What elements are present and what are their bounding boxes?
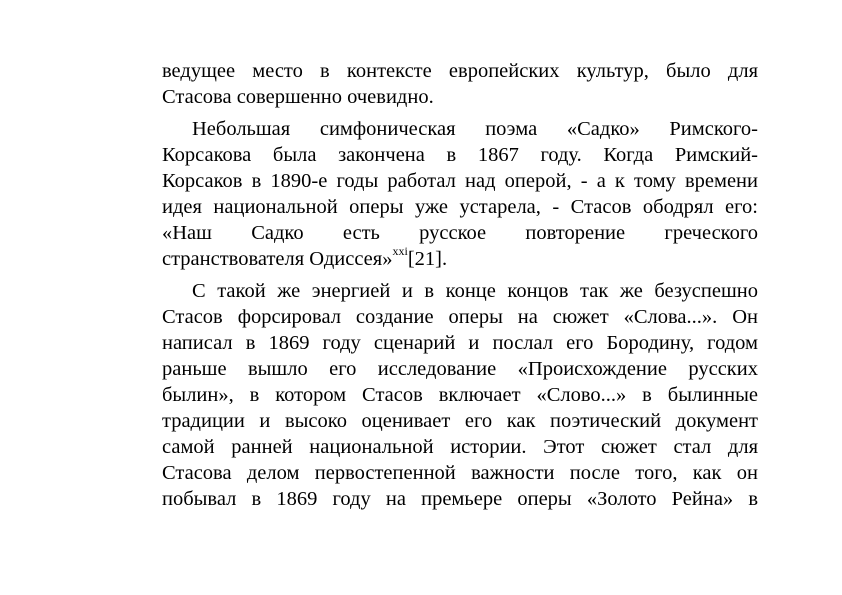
text-line: раньше вышло его исследование «Происхождение русских [162, 358, 758, 380]
text-line: ведущее место в контексте европейских культур, было для [162, 60, 758, 82]
text-line: Стасов форсировал создание оперы на сюжет «Слова...». Он [162, 306, 758, 328]
body-text [162, 58, 758, 512]
text-line: С такой же энергией и в конце концов так же безуспешно [192, 280, 758, 302]
text-line: Небольшая симфоническая поэма «Садко» Римского- [192, 118, 758, 140]
text-line: написал в 1869 году сценарий и послал его Бородину, годом [162, 332, 758, 354]
text-line: Стасова совершенно очевидно. [162, 86, 434, 108]
text-line: Корсакова была закончена в 1867 году. Когда Римский- [162, 144, 758, 166]
text-line: «Наш Садко есть русское повторение греческого [162, 222, 758, 244]
paragraph-1 [162, 58, 758, 110]
footnote-mark[interactable]: xxi [392, 244, 408, 259]
citation: [21]. [407, 248, 448, 270]
text-line: побывал в 1869 году на премьере оперы «Золото Рейна» в [162, 488, 758, 510]
text-line: идея национальной оперы уже устарела, - Стасов ободрял его: [162, 196, 758, 218]
line-text: странствователя Одиссея» [162, 248, 393, 270]
paragraph-2 [162, 116, 758, 272]
text-line: былин», в котором Стасов включает «Слово...» в былинные [162, 384, 758, 406]
text-line: Стасова делом первостепенной важности после того, как он [162, 462, 758, 484]
paragraph-3 [162, 278, 758, 512]
text-line: самой ранней национальной истории. Этот сюжет стал для [162, 436, 758, 458]
text-line: Корсаков в 1890-е годы работал над оперой, - а к тому времени [162, 170, 758, 192]
text-line: традиции и высоко оценивает его как поэтический документ [162, 410, 758, 432]
text-line-with-footnote [162, 246, 758, 272]
